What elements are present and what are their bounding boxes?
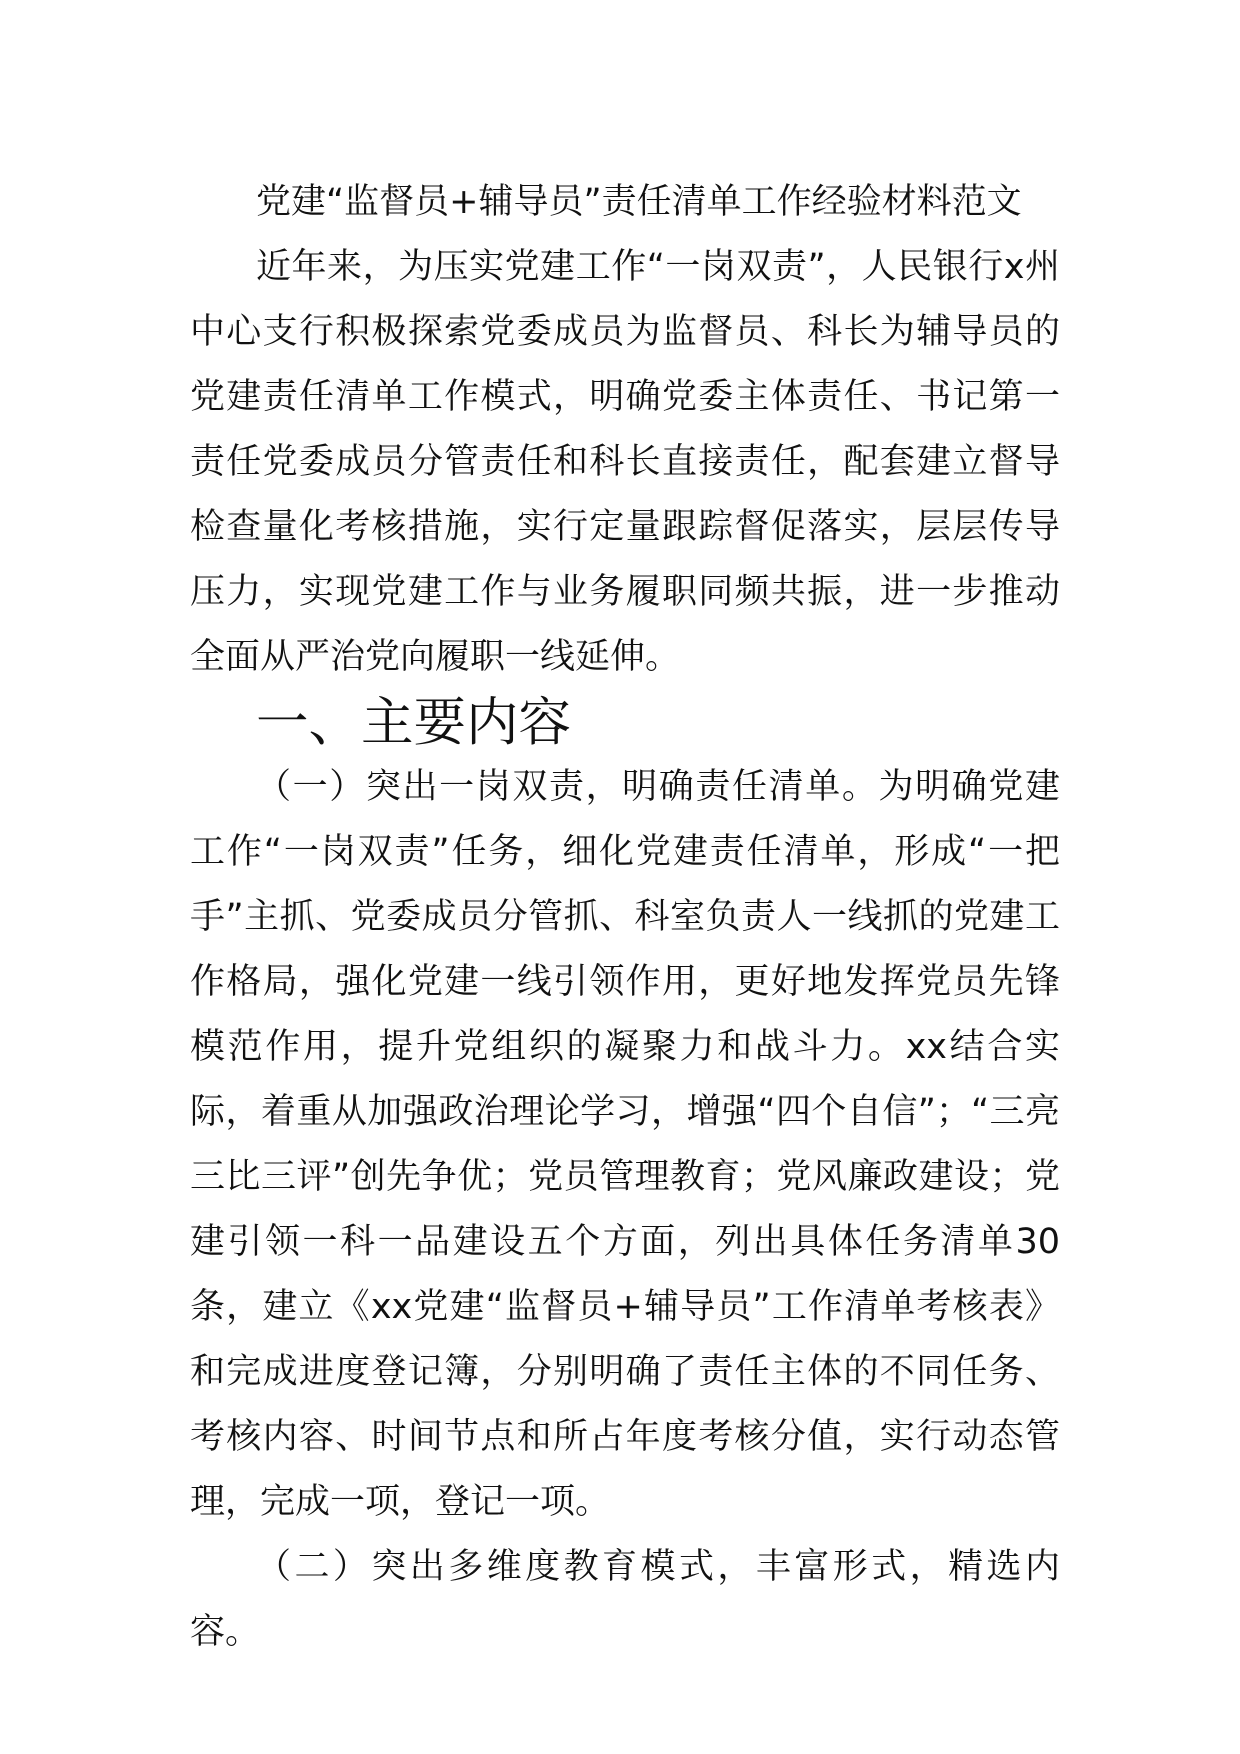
subsection-1-paragraph: （一）突出一岗双责，明确责任清单。为明确党建工作“一岗双责”任务，细化党建责任清单，形成“一把手”主抓、党委成员分管抓、科室负责人一线抓的党建工作格局，强化党建一线引领作用，更好地发挥党员先锋模范作用，提升党组织的凝聚力和战斗力。xx结合实际，着重从加强政治理论学习，增强“四个自信”；“三亮三比三评”创先争优；党员管理教育；党风廉政建设；党建引领一科一品建设五个方面，列出具体任务清单30条，建立《xx党建“监督员+辅导员”工作清单考核表》和完成进度登记簿，分别明确了责任主体的不同任务、考核内容、时间节点和所占年度考核分值，实行动态管理，完成一项，登记一项。 [190,767,1060,1522]
intro-paragraph: 近年来，为压实党建工作“一岗双责”，人民银行x州中心支行积极探索党委成员为监督员、科长为辅导员的党建责任清单工作模式，明确党委主体责任、书记第一责任党委成员分管责任和科长直接责任，配套建立督导检查量化考核措施，实行定量跟踪督促落实，层层传导压力，实现党建工作与业务履职同频共振，进一步推动全面从严治党向履职一线延伸。 [190,247,1060,677]
document-body [190,170,1060,1665]
document-title: 党建“监督员+辅导员”责任清单工作经验材料范文 [256,182,1022,222]
section-heading-main-content: 一、主要内容 [256,692,572,753]
subsection-2-paragraph: （二）突出多维度教育模式，丰富形式，精选内容。 [190,1547,1060,1652]
